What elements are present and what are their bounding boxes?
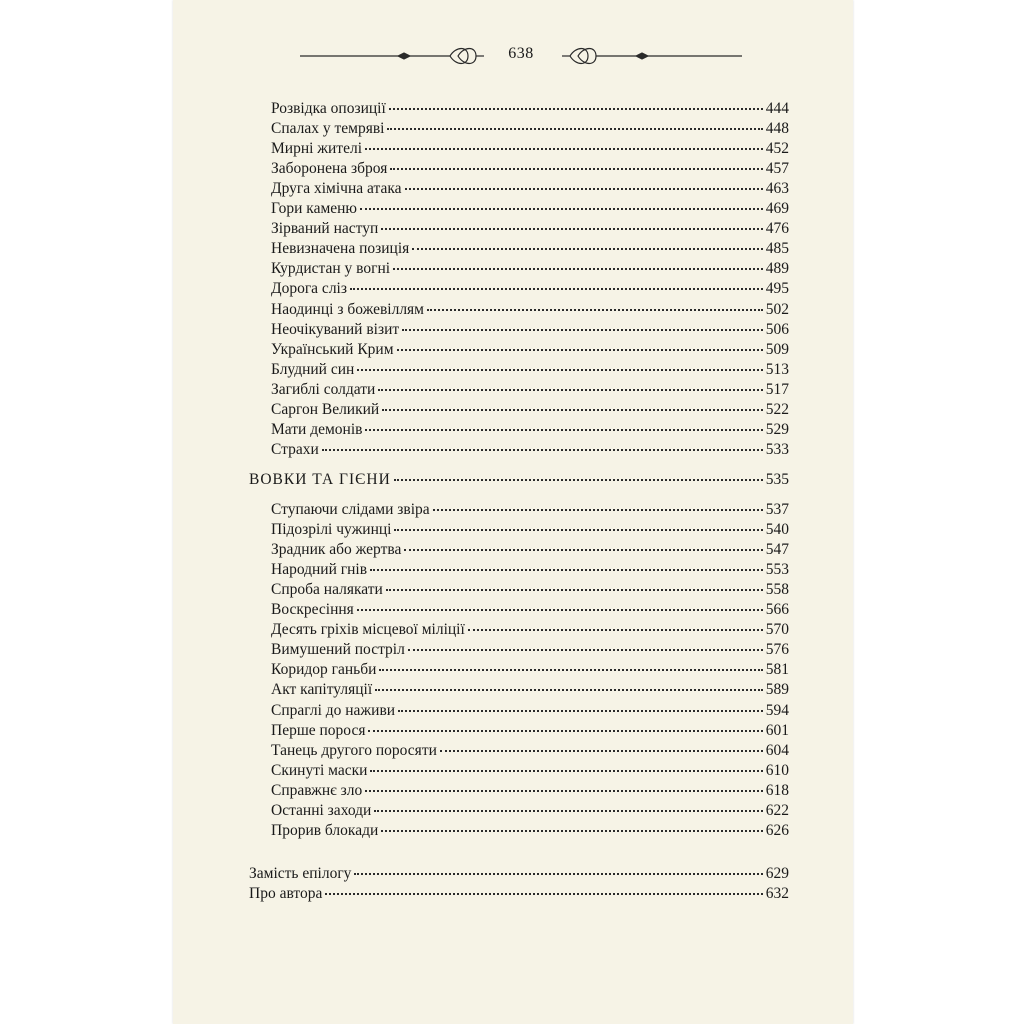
toc-entry [271,300,789,320]
dot-leader [412,248,762,250]
dot-leader [354,873,762,875]
toc-page-number: 610 [765,761,789,779]
toc-page-number: 604 [765,741,789,759]
toc-entry [271,179,789,199]
toc-entry-title: Загиблі солдати [271,380,376,398]
dot-leader [370,770,762,772]
toc-page-number: 509 [765,340,789,358]
toc-entry [271,400,789,420]
dot-leader [387,128,762,130]
dot-leader [402,329,763,331]
toc-entry-title: Спраглі до наживи [271,701,396,719]
toc-entry-title: Замість епілогу [249,865,352,882]
toc-entry-title: Курдистан у вогні [271,260,391,278]
dot-leader [440,750,763,752]
toc-entry-title: Спроба налякати [271,581,383,599]
toc-page-number: 589 [765,681,789,699]
toc-entry-title: Вимушений постріл [271,641,405,659]
toc-entry [271,560,789,580]
toc-page-number: 558 [765,581,789,599]
toc-entry [271,640,789,660]
dot-leader [325,893,762,895]
toc-page-number: 485 [765,240,789,258]
toc-page-number: 553 [765,561,789,579]
dot-leader [350,288,763,290]
toc-entry [271,741,789,761]
toc-entry [271,440,789,460]
dot-leader [394,529,762,531]
toc-entry-title: Наодинці з божевіллям [271,300,424,318]
toc-entry-title: Прорив блокади [271,821,379,839]
dot-leader [390,168,762,170]
toc-page-number: 537 [765,501,789,518]
toc-page-number: 622 [765,801,789,819]
toc-page-number: 576 [765,641,789,659]
toc-entry [271,380,789,400]
toc-entry-title: Справжнє зло [271,781,363,799]
toc-entry-title: Саргон Великий [271,400,380,418]
toc-page-number: 629 [765,865,789,882]
dot-leader [382,409,763,411]
toc-entry-title: Останні заходи [271,801,372,819]
toc-entry [271,620,789,640]
toc-page-number: 502 [765,300,789,318]
dot-leader [394,479,763,481]
toc-entry [271,119,789,139]
dot-leader [433,509,763,511]
toc-entry [271,701,789,721]
dot-leader [468,629,763,631]
toc-page-number: 540 [765,521,789,539]
dot-leader [393,268,763,270]
toc-entry [249,884,789,904]
toc-page-number: 581 [765,661,789,679]
toc-entry-title: Підозрілі чужинці [271,521,392,539]
toc-page-number: 469 [765,200,789,218]
dot-leader [386,589,763,591]
toc-entry [271,821,789,841]
toc-page-number: 495 [765,280,789,298]
toc-entry [271,340,789,360]
toc-entry-title: Мати демонів [271,420,363,438]
toc-page-number: 444 [765,100,789,117]
dot-leader [405,188,763,190]
toc-entry [271,99,789,119]
toc-page-number: 476 [765,220,789,238]
toc-entry-title: Воскресіння [271,601,354,619]
toc-entry-title: Спалах у темряві [271,120,385,138]
dot-leader [365,148,763,150]
dot-leader [370,569,763,571]
toc-entry [271,600,789,620]
toc-entry [249,864,789,884]
toc-entry [271,761,789,781]
toc-entry [271,320,789,340]
toc-page-number: 489 [765,260,789,278]
toc-entry-title: Зірваний наступ [271,220,379,238]
toc-entry [271,239,789,259]
dot-leader [381,228,763,230]
toc-entry [271,139,789,159]
toc-entry-title: Невизначена позиція [271,240,410,258]
toc-entry-title: Скинуті маски [271,761,368,779]
toc-entry [271,159,789,179]
toc-page-number: 535 [765,471,789,488]
dot-leader [389,108,763,110]
toc-entry [271,199,789,219]
toc-entry-title: Блудний син [271,360,355,378]
dot-leader [374,810,762,812]
toc-entry [271,781,789,801]
dot-leader [397,349,763,351]
toc-entry-title: Десять гріхів місцевої міліції [271,621,465,639]
page-number: 638 [508,45,534,62]
toc-entry [271,540,789,560]
toc-page-number: 448 [765,120,789,138]
toc-entry-title: Гори каменю [271,200,358,218]
toc-section-entry [249,470,789,490]
dot-leader [404,549,762,551]
toc-page-number: 566 [765,601,789,619]
dot-leader [427,309,763,311]
toc-entry [271,520,789,540]
toc-entry-title: Про автора [249,885,323,903]
dot-leader [375,689,763,691]
toc-page-number: 594 [765,701,789,719]
toc-page-number: 522 [765,400,789,418]
toc-page-number: 513 [765,360,789,378]
toc-page-number: 632 [765,885,789,903]
dot-leader [357,369,762,371]
toc-entry-title: Зрадник або жертва [271,541,402,559]
toc-entry-title: Перше порося [271,721,366,739]
toc-page-number: 463 [765,180,789,198]
dot-leader [357,609,763,611]
toc-page-number: 570 [765,621,789,639]
toc-entry-title: Народний гнів [271,561,368,579]
toc-entry-title: Друга хімічна атака [271,180,402,198]
toc-entry [271,660,789,680]
toc-entry [271,360,789,380]
toc-entry-title: Танець другого поросяти [271,741,437,759]
toc-section-title: ВОВКИ ТА ГІЄНИ [249,471,391,488]
toc-entry-title: Дорога сліз [271,280,347,298]
toc-entry [271,680,789,700]
toc-page-number: 618 [765,781,789,799]
dot-leader [379,669,762,671]
toc-entry [271,580,789,600]
dot-leader [368,730,762,732]
dot-leader [408,649,763,651]
toc-entry-title: Заборонена зброя [271,160,388,178]
toc-entry-title: Акт капітуляції [271,681,373,699]
toc-page-number: 533 [765,440,789,458]
toc-entry [271,420,789,440]
toc-page-number: 517 [765,380,789,398]
toc-entry-title: Ступаючи слідами звіра [271,501,430,518]
dot-leader [381,830,762,832]
toc-entry-title: Неочікуваний візит [271,320,400,338]
toc-entry-title: Мирні жителі [271,140,363,158]
toc-page-number: 529 [765,420,789,438]
toc-entry [271,259,789,279]
dot-leader [365,790,762,792]
toc-entry [271,500,789,520]
toc-entry-title: Розвідка опозиції [271,100,386,117]
toc-page-number: 601 [765,721,789,739]
toc-entry-title: Український Крим [271,340,394,358]
toc-page-number: 547 [765,541,789,559]
toc-entry [271,219,789,239]
toc-entry [271,721,789,741]
dot-leader [322,449,763,451]
toc-entry-title: Страхи [271,440,319,458]
dot-leader [365,429,762,431]
dot-leader [378,389,762,391]
dot-leader [360,208,763,210]
toc-entry [271,801,789,821]
toc-entry-title: Коридор ганьби [271,661,377,679]
toc-page-number: 626 [765,821,789,839]
toc-page-number: 506 [765,320,789,338]
toc-page-number: 452 [765,140,789,158]
dot-leader [398,710,763,712]
toc-entry [271,279,789,299]
toc-page-number: 457 [765,160,789,178]
